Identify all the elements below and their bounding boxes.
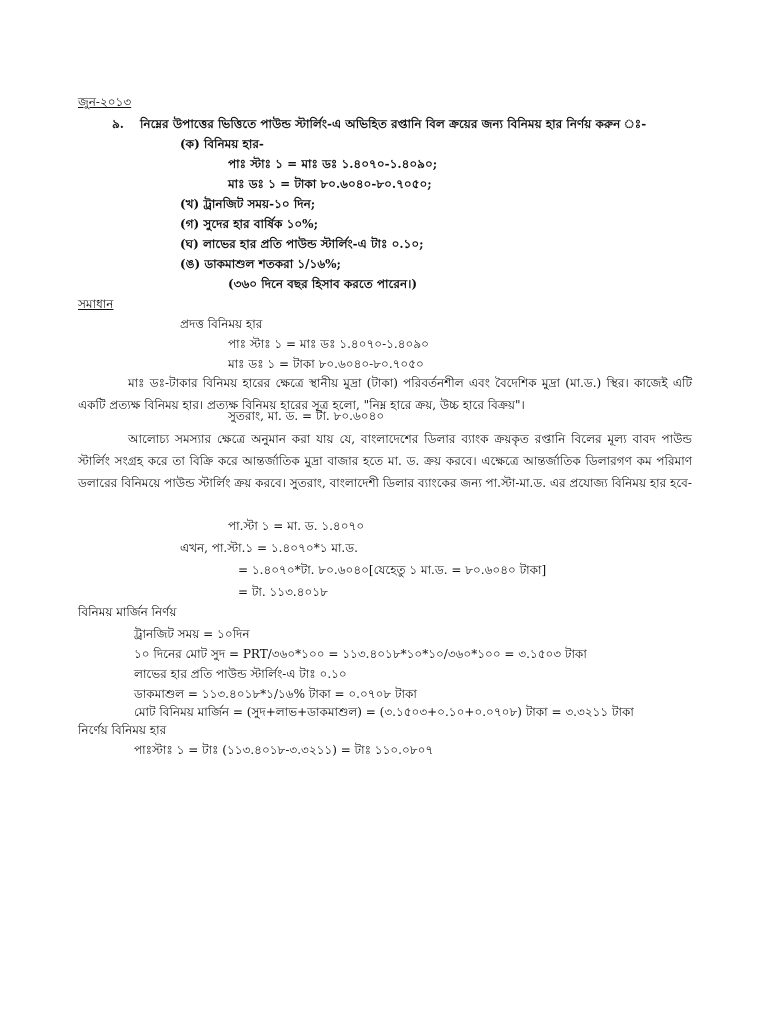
margin-line-5: মোট বিনিময় মার্জিন = (সুদ+লাভ+ডাকমাশুল) = (৩.১৫০৩+০.১০+০.০৭০৮) টাকা = ৩.৩২১১ টাকা [134,705,634,719]
explanation-paragraph-1: মাঃ ডঃ-টাকার বিনিময় হারের ক্ষেত্রে স্থানীয় মুদ্রা (টাকা) পরিবর্তনশীল এবং বৈদেশিক মুদ্রা (মা.ড.) স্থির। কাজেই এটি একটি প্রত্যক্ষ বিনিময় হার। প্রত্যক্ষ বিনিময় হারের সূত্র হলো, "নিম্ন হারে ক্রয়, উচ্চ হারে বিক্রয়"। [78,376,692,412]
item-b: (খ) ট্রানজিট সময়-১০ দিন; [180,197,316,211]
rate-line-2: মাঃ ডঃ ১ = টাকা ৮০.৬০৪০-৮০.৭০৫০; [228,177,432,191]
rate-line-1: পাঃ স্টাঃ ১ = মাঃ ডঃ ১.৪০৭০-১.৪০৯০; [228,157,438,171]
final-rate: পাঃস্টাঃ ১ = টাঃ (১১৩.৪০১৮-৩.৩২১১) = টাঃ ১১০.০৮০৭ [134,743,434,757]
margin-line-4: ডাকমাশুল = ১১৩.৪০১৮*১/১৬% টাকা = ০.০৭০৮ টাকা [134,687,417,701]
calc-line-3: = ১.৪০৭০*টা. ৮০.৬০৪০[যেহেতু ১ মা.ড. = ৮০.৬০৪০ টাকা] [238,563,547,577]
item-d: (ঘ) লাভের হার প্রতি পাউন্ড স্টার্লিং-এ টাঃ ০.১০; [180,237,424,251]
item-a: (ক) বিনিময় হার- [180,137,264,151]
margin-line-3: লাভের হার প্রতি পাউন্ড স্টার্লিং-এ টাঃ ০.১০ [134,667,347,681]
session-label: জুন-২০১৩ [78,95,132,109]
calc-line-1: পা.স্টা ১ = মা. ড. ১.৪০৭০ [228,519,365,533]
margin-heading: বিনিময় মার্জিন নির্ণয় [78,605,177,619]
solution-heading: সমাধান [78,297,114,311]
calc-line-4: = টা. ১১৩.৪০১৮ [238,585,328,599]
explanation-paragraph-2: আলোচ্য সমস্যার ক্ষেত্রে অনুমান করা যায় যে, বাংলাদেশের ডিলার ব্যাংক ক্রয়কৃত রপ্তানি বিলের মূল্য বাবদ পাউন্ড স্টার্লিং সংগ্রহ করে তা বিক্রি করে আন্তর্জাতিক মুদ্রা বাজার হতে মা. ড. ক্রয় করবে। এক্ষেত্রে আন্তর্জাতিক ডিলারগণ কম পরিমাণ ডলারের বিনিময়ে পাউন্ড স্টার্লিং ক্রয় করবে। সুতরাং, বাংলাদেশী ডিলার ব্যাংকের জন্য পা.স্টা-মা.ড. এর প্রযোজ্য বিনিময় হার হবে- [78,432,692,490]
question-prompt: নিম্নের উপাত্তের ভিত্তিতে পাউন্ড স্টার্লিং-এ অভিহিত রপ্তানি বিল ক্রয়ের জন্য বিনিময় হার নির্ণয় করুন ঃ- [140,117,647,131]
item-c: (গ) সুদের হার বার্ষিক ১০%; [180,217,318,231]
given-rate-label: প্রদত্ত বিনিময় হার [180,317,263,331]
item-e: (ঙ) ডাকমাশুল শতকরা ১/১৬%; [180,257,341,271]
question-number: ৯. [112,117,124,131]
given-rate-2: মাঃ ডঃ ১ = টাকা ৮০.৬০৪০-৮০.৭০৫০ [228,357,424,371]
therefore-rate: সুতরাং, মা. ড. = টা. ৮০.৬০৪০ [228,409,385,423]
margin-line-2: ১০ দিনের মোট সুদ = PRT/৩৬০*১০০ = ১১৩.৪০১৮*১০*১০/৩৬০*১০০ = ৩.১৫০৩ টাকা [134,647,587,661]
given-rate-1: পাঃ স্টাঃ ১ = মাঃ ডঃ ১.৪০৭০-১.৪০৯০ [228,337,429,351]
question-note: (৩৬০ দিনে বছর হিসাব করতে পারেন।) [228,277,418,291]
final-rate-heading: নির্ণেয় বিনিময় হার [78,723,167,737]
margin-line-1: ট্রানজিট সময় = ১০দিন [134,627,250,641]
calc-line-2: এখন, পা.স্টা.১ = ১.৪০৭০*১ মা.ড. [180,541,358,555]
